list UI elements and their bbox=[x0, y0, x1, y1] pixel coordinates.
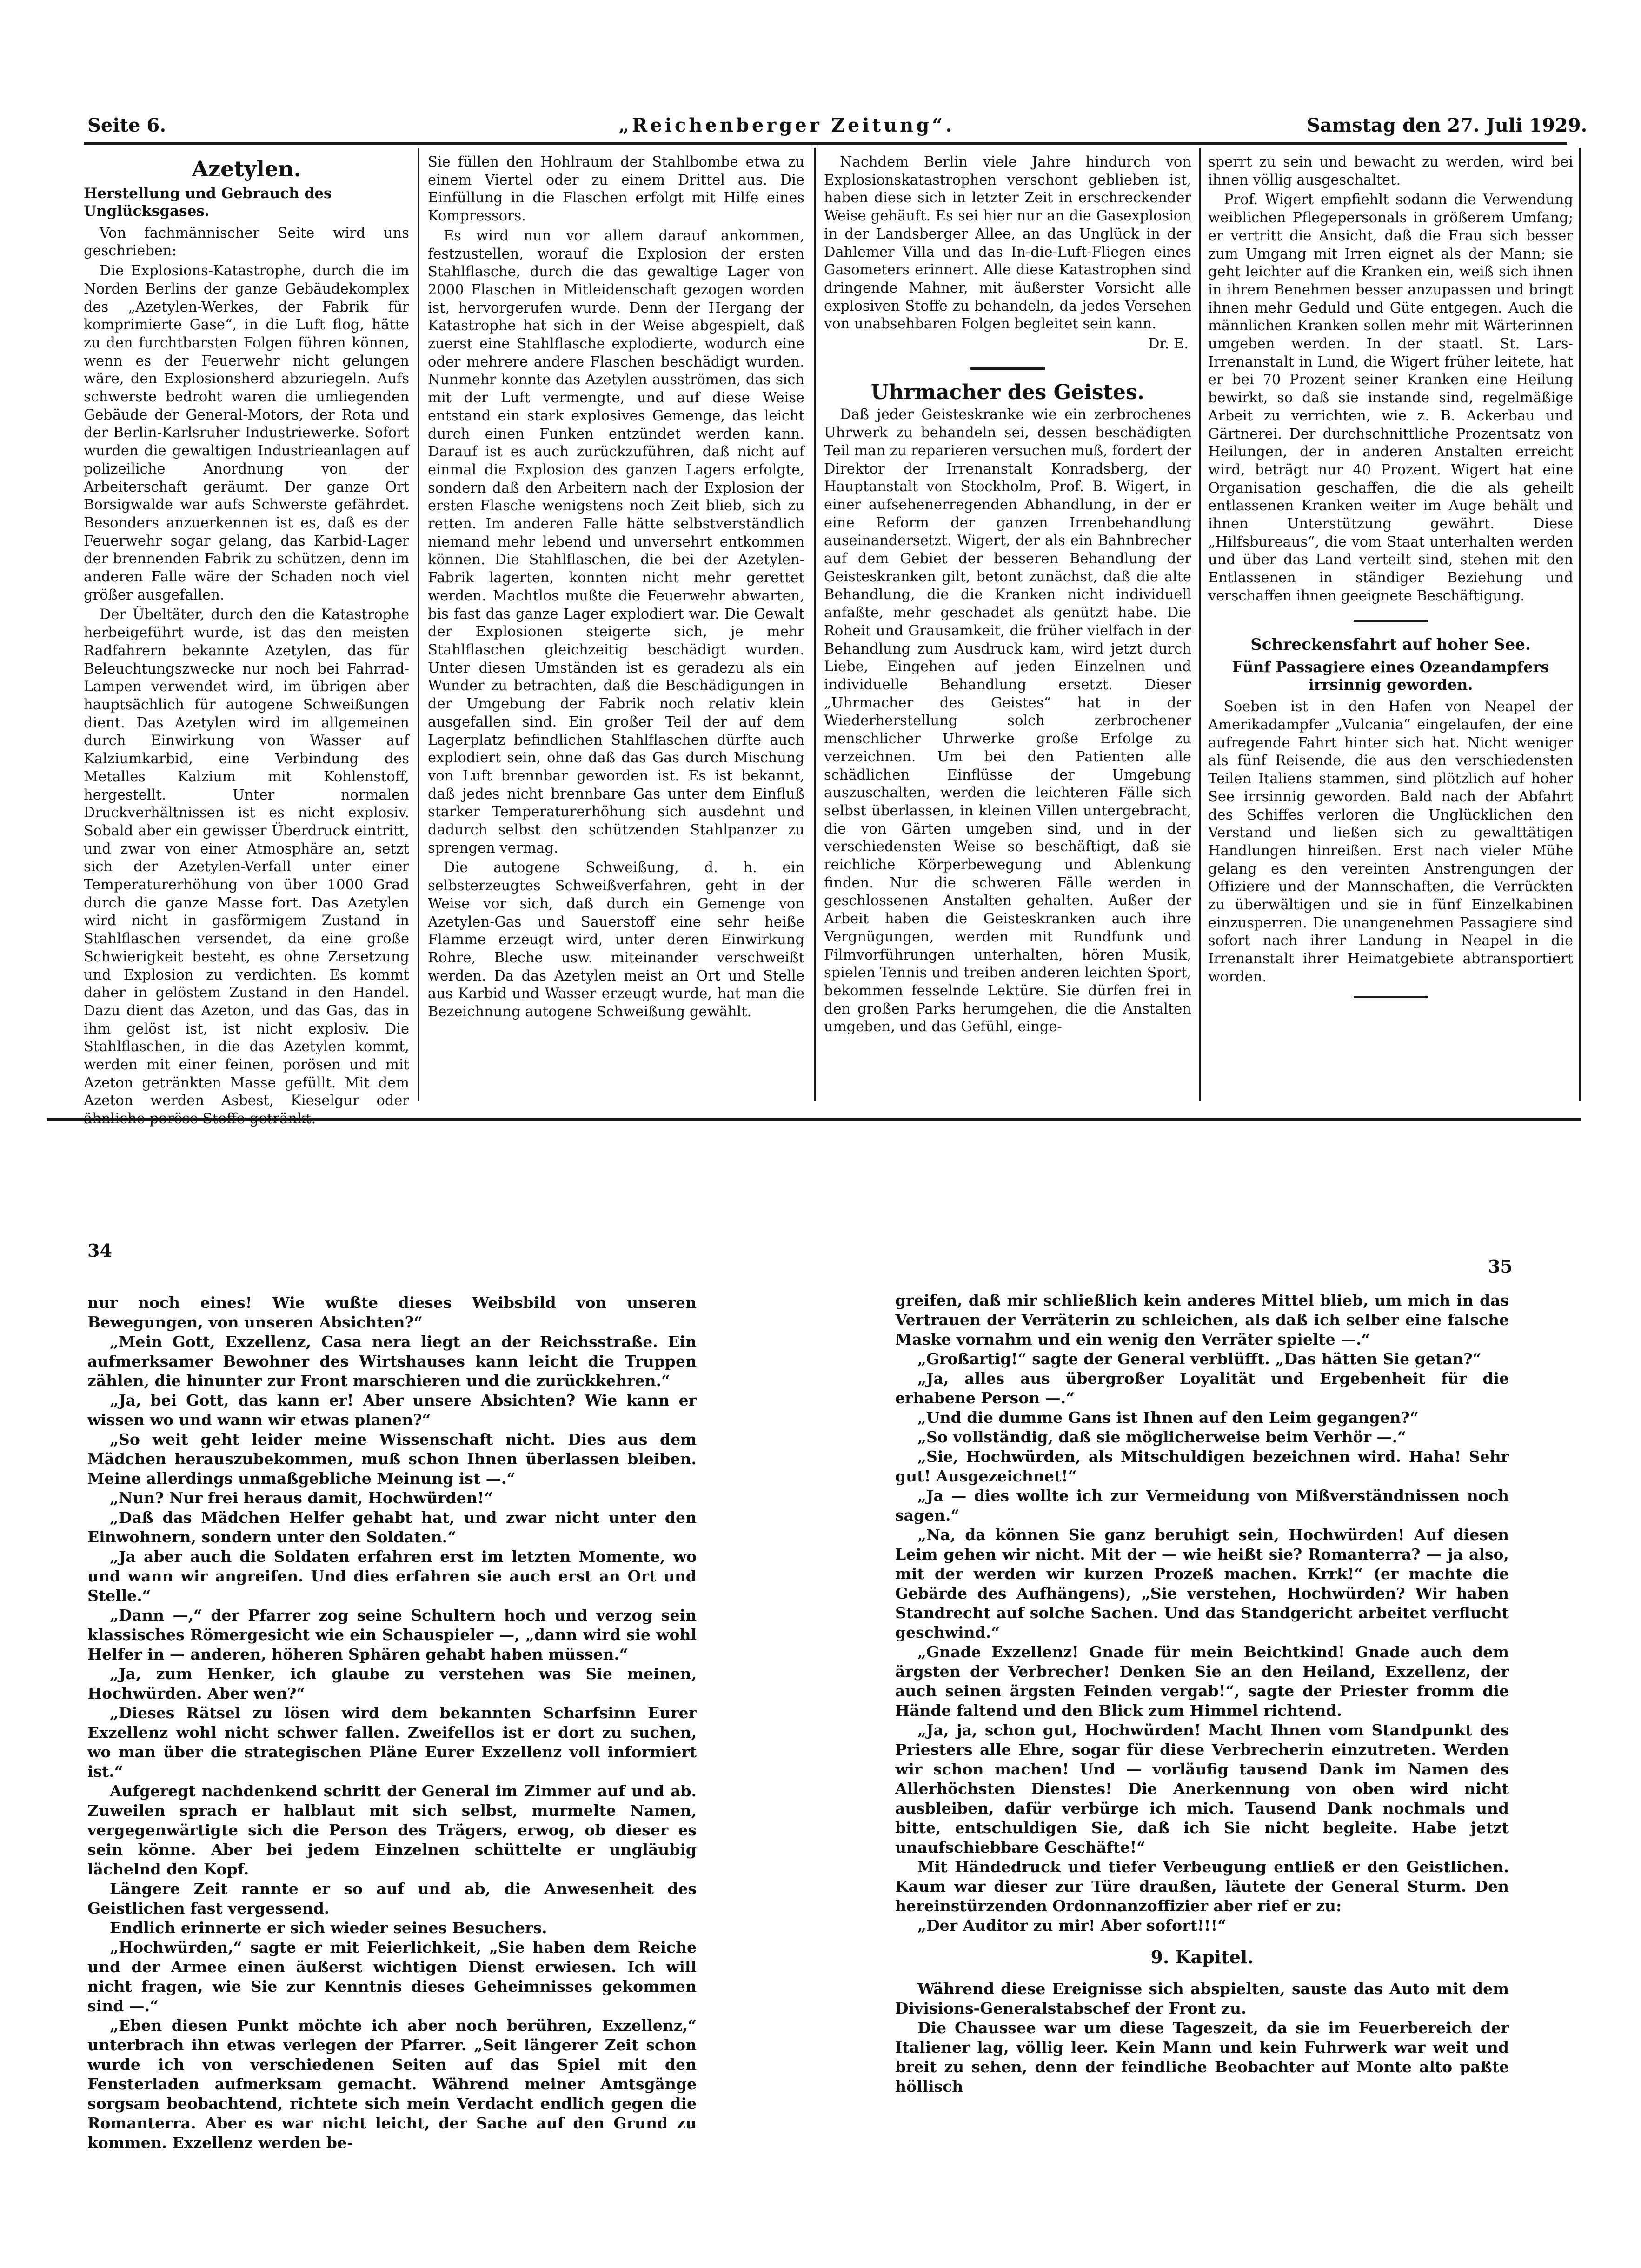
paragraph: Der Übeltäter, durch den die Katastrophe herbeigeführt wurde, ist das den meisten Radfahrern bekannte Azetylen, das für Beleuchtungszwecke nur noch bei Fahrrad-Lampen verwendet wird, im übrigen aber hauptsächlich für autogene Schweißungen dient. Das Azetylen wird im allgemeinen durch Einwirkung von Wasser auf Kalziumkarbid, eine Verbindung des Metalles Kalzium mit Kohlenstoff, hergestellt. Unter normalen Druckverhältnissen ist es nicht explosiv. Sobald aber ein gewisser Überdruck eintritt, und zwar von einer Atmosphäre an, setzt sich der Azetylen-Verfall unter einer Temperaturerhöhung von über 1000 Grad durch die ganze Masse fort. Das Azetylen wird nicht in gasförmigem Zustand in Stahlflaschen versendet, da eine große Schwierigkeit besteht, es ohne Zersetzung und Explosion zu verdichten. Es kommt daher in gelöstem Zustand in den Handel. Dazu dient das Azeton, und das Gas, das in ihm gelöst ist, ist nicht explosiv. Die Stahlflaschen, in die das Azetylen kommt, werden mit einer feinen, porösen und mit Azeton getränkten Masse gefüllt. Mit dem Azeton werden Asbest, Kieselgur oder bbox=[84, 607, 409, 1109]
paragraph: „Mein Gott, Exzellenz, Casa nera liegt an der Reichsstraße. Ein aufmerksamer Bewohner des Wirtshauses kann leicht die Truppen zählen, die hinunter zur Front marschieren und die zurückkehren.“ bbox=[87, 1333, 697, 1390]
paragraph: „Sie, Hochwürden, als Mitschuldigen bezeichnen wird. Haha! Sehr gut! Ausgezeichnet!“ bbox=[895, 1448, 1509, 1485]
paragraph: „Ja, alles aus übergroßer Loyalität und Ergebenheit für die erhabene Person —.“ bbox=[895, 1369, 1509, 1407]
article-subtitle-schreckensfahrt: Fünf Passagiere eines Ozeandampfers irrsinnig geworden. bbox=[1232, 658, 1549, 694]
paragraph: „Der Auditor zu mir! Aber sofort!!!“ bbox=[917, 1916, 1227, 1934]
paragraph: Daß jeder Geisteskranke wie ein zerbrochenes Uhrwerk zu behandeln sei, dessen beschädigten Teil man zu reparieren versuchen muß, fordert der Direktor der Irrenanstalt Konradsberg, der Hauptanstalt von Stockholm, Prof. B. Wigert, in einer aufsehenerregenden Abhandlung, in der er eine Reform der ganzen Irrenbehandlung auseinandersetzt. Wigert, der als ein Bahnbrecher auf dem Gebiet der besseren Behandlung der Geisteskranken gilt, betont zunächst, daß die alte Behandlung, die die Kranken nicht individuell anfaßte, mehr geschadet als genützt habe. Die Roheit und Grausamkeit, die früher vielfach in der Behandlung zum Ausdruck kam, wird jetzt durch Liebe, Eingehen auf jeden Einzelnen und individuelle Behandlung ersetzt. Dieser „Uhrmacher des Geistes“ hat in der Wiederherstellung solch zerbrochener menschlicher Uhrwerke große Erfolge zu verzeichnen. Um bei den Patienten alle schädlichen Einflüsse der Umgebung auszuschalten, werden die leichteren Fälle sich selbst überlassen, in kleinen Villen untergebracht, die von Gärten umgeben sind, und in der verschiedensten Weise so beschäftigt, daß sie reichliche Körperbewegung und Ablenkung finden. Nur die schweren Fälle werden in geschlossenen Anstalten gehalten. Außer der Arbeit haben die Geisteskranken auch ihre Vergnügungen, werden mit Rundfunk und Filmvorführungen unterhalten, hören Musik, spielen Tennis und treiben anderen leichten Sport, bekommen fesselnde Lektüre. Sie dürfen frei in den großen Parks herumgehen, die die Anstalten umgeben, und das Gefühl, einge- bbox=[824, 407, 1191, 1035]
paragraph: „So weit geht leider meine Wissenschaft nicht. Dies aus dem Mädchen herauszubekommen, muß schon Ihnen überlassen bleiben. Meine allerdings unmaßgebliche Meinung ist —.“ bbox=[87, 1430, 697, 1488]
column-divider bbox=[1199, 148, 1201, 1101]
paragraph: „Ja — dies wollte ich zur Vermeidung von Mißverständnissen noch sagen.“ bbox=[895, 1487, 1509, 1524]
issue-date: Samstag den 27. Juli 1929. bbox=[1307, 114, 1588, 136]
paragraph: „Ja, zum Henker, ich glaube zu verstehen was Sie meinen, Hochwürden. Aber wen?“ bbox=[87, 1665, 697, 1702]
article-separator bbox=[1354, 620, 1428, 622]
paragraph: Prof. Wigert empfiehlt sodann die Verwendung weiblichen Pflegepersonals in größerem Umfang; er vertritt die Ansicht, daß die Frau sich besser zum Umgang mit Irren eignet als der Mann; sie geht leichter auf die Kranken ein, weiß sich ihnen in ihrem Benehmen besser anzupassen und bringt ihnen mehr Geduld und Güte entgegen. Auch die männlichen Kranken sollen mehr mit Wärterinnen umgeben werden. In der staatl. St. Lars-Irrenanstalt in Lund, die Wigert früher leitete, hat er bei 70 Prozent seiner Kranken eine Heilung bewirkt, so daß sie instande sind, regelmäßige Arbeit zu verrichten, wie z. B. Ackerbau und Gärtnerei. Der durchschnittliche Prozentsatz von Heilungen, der in anderen Anstalten erreicht wird, beträgt nur 40 Prozent. Wigert hat eine Organisation geschaffen, die die als geheilt entlassenen Kranken weiter im Auge behält und ihnen Unterstützung gewährt. Diese „Hilfsbureaus“, die vom Staat unterhalten werden und über das Land verteilt sind, stehen mit den Entlassenen in ständiger Beziehung und verschaffen ihnen geeignete Beschäftigung. bbox=[1208, 192, 1573, 604]
paragraph: Die Chaussee war um diese Tageszeit, da sie im Feuerbereich der Italiener lag, völlig leer. Kein Mann und kein Fuhrwerk war weit und breit zu sehen, denn der feindliche Beobachter auf Monte alto paßte höllisch bbox=[895, 2019, 1509, 2095]
column-divider bbox=[418, 148, 419, 1101]
chapter-heading: 9. Kapitel. bbox=[1150, 1947, 1254, 1968]
newspaper-column-4 bbox=[1208, 153, 1573, 1107]
paragraph: Die autogene Schweißung, d. h. ein selbsterzeugtes Schweißverfahren, geht in der Weise vor sich, daß durch ein Gemenge von Azetylen-Gas und Sauerstoff eine sehr heiße Flamme erzeugt wird, unter deren Einwirkung Rohre, Bleche usw. miteinander verschweißt werden. Da das Azetylen meist an Ort und Stelle aus Karbid und Wasser erzeugt wurde, hat man die Bezeichnung autogene Schweißung gewählt. bbox=[428, 860, 804, 1021]
page-separator bbox=[47, 1118, 1581, 1121]
paragraph: Längere Zeit rannte er so auf und ab, die Anwesenheit des Geistlichen fast vergessend. bbox=[87, 1880, 697, 1917]
article-separator bbox=[970, 367, 1045, 370]
paragraph: „Gnade Exzellenz! Gnade für mein Beichtkind! Gnade auch dem ärgsten der Verbrecher! Denken Sie an den Heiland, Exzellenz, der auch seinen ärgsten Feinden vergab!“, sagte der Priester fromm die Hände faltend und den Blick zum Himmel richtend. bbox=[895, 1643, 1509, 1720]
paragraph: „Dann —,“ der Pfarrer zog seine Schultern hoch und verzog sein klassisches Römergesicht wie ein Schauspieler —, „dann wird sie wohl Helfer in — anderen, höheren Sphären gehabt haben müssen.“ bbox=[87, 1606, 697, 1663]
paragraph: „Großartig!“ sagte der General verblüfft. „Das hätten Sie getan?“ bbox=[917, 1350, 1482, 1368]
article-title-uhrmacher: Uhrmacher des Geistes. bbox=[870, 380, 1145, 404]
paragraph: „Hochwürden,“ sagte er mit Feierlichkeit, „Sie haben dem Reiche und der Armee einen äußerst wichtigen Dienst erwiesen. Ich will nicht fragen, wie Sie zur Kenntnis dieses Geheimnisses gekommen sind —.“ bbox=[87, 1938, 697, 2015]
article-title-schreckensfahrt: Schreckensfahrt auf hoher See. bbox=[1250, 635, 1531, 654]
header-rule bbox=[84, 142, 1567, 145]
paragraph: „So vollständig, daß sie möglicherweise beim Verhör —.“ bbox=[917, 1428, 1406, 1446]
newspaper-column-1 bbox=[84, 153, 409, 1107]
paragraph: „Ja, bei Gott, das kann er! Aber unsere Absichten? Wie kann er wissen wo und wann wir etwas planen?“ bbox=[87, 1391, 697, 1429]
paragraph: Endlich erinnerte er sich wieder seines Besuchers. bbox=[110, 1919, 547, 1937]
paragraph: Während diese Ereignisse sich abspielten, sauste das Auto mit dem Divisions-Generalstabschef der Front zu. bbox=[895, 1980, 1509, 2017]
article-subtitle-azetylen: Herstellung und Gebrauch des Unglücksgases. bbox=[84, 185, 332, 220]
paragraph: „Dieses Rätsel zu lösen wird dem bekannten Scharfsinn Eurer Exzellenz wohl nicht schwer fallen. Zweifellos ist er dort zu suchen, wo man über die strategischen Pläne Eurer Exzellenz voll informiert ist.“ bbox=[87, 1704, 697, 1781]
paragraph: „Ja aber auch die Soldaten erfahren erst im letzten Momente, wo und wann wir angreifen. Und dies erfahren sie auch erst an Ort und Stelle.“ bbox=[87, 1548, 697, 1605]
paragraph: Nachdem Berlin viele Jahre hindurch von Explosionskatastrophen verschont geblieben ist, haben diese sich in letzter Zeit in erschreckender Weise gehäuft. Es sei hier nur an die Gasexplosion in der Landsberger Allee, an das Unglück in der Dahlemer Villa und das In-die-Luft-Fliegen eines Gasometers erinnert. Alle diese Katastrophen sind dringende Mahner, mit äußerster Vorsicht alle explosiven Stoffe zu behandeln, da jedes Versehen von unabsehbaren Folgen begleitet sein kann. bbox=[824, 154, 1191, 333]
paragraph: Die Explosions-Katastrophe, durch die im Norden Berlins der ganze Gebäudekomplex des „Azetylen-Werkes, der Fabrik für komprimierte Gase“, in die Luft flog, hätte zu den furchtbarsten Folgen führen können, wenn es der Feuerwehr nicht gelungen wäre, den Explosionsherd abzuriegeln. Aufs schwerste bedroht waren die umliegenden Gebäude der General-Motors, der Rota und der Berlin-Karlsruher Industriewerke. Sofort wurden die gewaltigen Industrieanlagen auf polizeiliche Anordnung von der Arbeiterschaft geräumt. Der ganze Ort Borsigwalde war aufs Schwerste gefährdet. Besonders anzuerkennen ist es, daß es der Feuerwehr sogar gelang, das Karbid-Lager der brennenden Fabrik zu schützen, denn im anderen Falle wäre der Schaden noch viel größer ausgefallen. bbox=[84, 263, 409, 603]
page-number-left: 34 bbox=[87, 1240, 112, 1261]
paragraph: „Nun? Nur frei heraus damit, Hochwürden!“ bbox=[110, 1489, 493, 1507]
article-signature: Dr. E. bbox=[1148, 336, 1189, 353]
paragraph: Mit Händedruck und tiefer Verbeugung entließ er den Geistlichen. Kaum war dieser zur Türe draußen, läutete der General Sturm. Den hereinstürzenden Ordonnanzoffizier aber rief er zu: bbox=[895, 1858, 1509, 1915]
page-label: Seite 6. bbox=[87, 114, 166, 136]
newspaper-column-3 bbox=[824, 153, 1191, 1107]
paragraph: sperrt zu sein und bewacht zu werden, wird bei ihnen völlig ausgeschaltet. bbox=[1208, 154, 1573, 188]
paragraph: Soeben ist in den Hafen von Neapel der Amerikadampfer „Vulcania“ eingelaufen, der eine aufregende Fahrt hinter sich hat. Nicht weniger als fünf Reisende, die aus den verschiedensten Teilen Italiens stammen, sind plötzlich auf hoher See irrsinnig geworden. Bald nach der Abfahrt des Schiffes verloren die Unglücklichen den Verstand und ließen sich zu gewalttätigen Handlungen hinreißen. Erst nach vieler Mühe gelang es den vereinten Anstrengungen der Offiziere und der Mannschaften, die Verrückten zu überwältigen und sie in fünf Einzelkabinen einzusperren. Die unangenehmen Passagiere sind sofort nach ihrer Landung in Neapel in die Irrenanstalt ihrer Heimatgebiete abtransportiert worden. bbox=[1208, 699, 1573, 985]
column-divider bbox=[1579, 148, 1581, 1101]
paragraph: Es wird nun vor allem darauf ankommen, festzustellen, worauf die Explosion der ersten Stahlflasche, durch die das gewaltige Lager von 2000 Flaschen in Mitleidenschaft gezogen worden ist, hervorgerufen wurde. Denn der Hergang der Katastrophe hat sich in der Weise abgespielt, daß zuerst eine Stahlflasche explodierte, wodurch eine oder mehrere andere Flaschen beschädigt wurden. Nunmehr konnte das Azetylen ausströmen, das sich mit der Luft vermengte, und auf diese Weise entstand ein stark explosives Gemenge, das leicht durch einen Funken entzündet werden kann. Darauf ist es auch zurückzuführen, daß nicht auf einmal die Explosion des ganzen Lagers erfolgte, sondern daß den Arbeitern nach der Explosion der ersten Flasche wenigstens noch Zeit blieb, sich zu retten. Im anderen Falle hätte selbstverständlich niemand mehr lebend und unversehrt entkommen können. Die Stahlflaschen, die bei der Azetylen-Fabrik lagerten, konnten nicht mehr gerettet werden. Machtlos mußte die Feuerwehr abwarten, bis fast das ganze Lager explodiert war. Die Gewalt der Explosionen steigerte sich, je mehr Stahlflaschen gleichzeitig beschädigt wurden. Unter diesen Umständen ist es geradezu als ein Wunder zu betrachten, daß die Beschädigungen in der Umgebung der Fabrik noch relativ klein ausgefallen sind. Ein großer Teil der auf dem Lagerplatz befindlichen Stahlflaschen dürfte auch explodiert sein, ohne daß das Gas durch Mischung von Luft brennbar geworden ist. Es ist bekannt, daß jedes nicht brennbare Gas unter dem Einfluß starker Temperaturerhöhung sich ausdehnt und dadurch selbst den schützenden Stahlpanzer zu sprengen vermag. bbox=[428, 227, 804, 856]
column-divider bbox=[814, 148, 816, 1101]
article-title-azetylen: Azetylen. bbox=[192, 156, 301, 181]
paragraph: „Daß das Mädchen Helfer gehabt hat, und zwar nicht unter den Einwohnern, sondern unter den Soldaten.“ bbox=[87, 1508, 697, 1546]
paragraph: nur noch eines! Wie wußte dieses Weibsbild von unseren Bewegungen, von unseren Absichten?“ bbox=[87, 1294, 697, 1331]
book-page-left bbox=[87, 1293, 697, 2152]
paragraph: „Na, da können Sie ganz beruhigt sein, Hochwürden! Auf diesen Leim gehen wir nicht. Mit der — wie heißt sie? Romanterra? — ja also, mit der werden wir kurzen Prozeß machen. Krrk!“ (er machte die Gebärde des Aufhängens), „Sie verstehen, Hochwürden? Wir haben Standrecht auf solche Sachen. Und das Standgericht arbeitet verflucht geschwind.“ bbox=[895, 1526, 1509, 1641]
paragraph: „Und die dumme Gans ist Ihnen auf den Leim gegangen?“ bbox=[917, 1408, 1419, 1427]
newspaper-column-2 bbox=[428, 153, 804, 1107]
book-page-right bbox=[895, 1291, 1509, 2105]
paragraph: „Ja, ja, schon gut, Hochwürden! Macht Ihnen vom Standpunkt des Priesters alle Ehre, sogar für diese Verbrecherin einzutreten. Werden wir schon machen! Und — vorläufig tausend Dank im Namen des Allerhöchsten Dienstes! Die Anerkennung von oben wird nicht ausbleiben, dafür verbürge ich mich. Tausend Dank nochmals und bitte, entschuldigen Sie, daß ich Sie nicht begleite. Habe jetzt unaufschiebbare Geschäfte!“ bbox=[895, 1721, 1509, 1856]
page-number-right: 35 bbox=[1488, 1256, 1513, 1277]
article-separator bbox=[1354, 996, 1428, 998]
paragraph: Aufgeregt nachdenkend schritt der General im Zimmer auf und ab. Zuweilen sprach er halblaut mit sich selbst, murmelte Namen, vergegenwärtigte sich die Person des Trägers, erwog, ob dieser es sein könne. Aber bei jedem Einzelnen schüttelte er ungläubig lächelnd den Kopf. bbox=[87, 1782, 697, 1878]
paragraph: Sie füllen den Hohlraum der Stahlbombe etwa zu einem Viertel oder zu einem Drittel aus. Die Einfüllung in die Flaschen erfolgt mit Hilfe eines Kompressors. bbox=[428, 154, 804, 225]
paragraph: Von fachmännischer Seite wird uns geschrieben: bbox=[84, 225, 409, 260]
paragraph: greifen, daß mir schließlich kein anderes Mittel blieb, um mich in das Vertrauen der Verräterin zu schleichen, als daß ich selber eine falsche Maske vornahm und ein wenig den Verräter spielte —.“ bbox=[895, 1291, 1509, 1348]
paragraph: „Eben diesen Punkt möchte ich aber noch berühren, Exzellenz,“ unterbrach ihn etwas verlegen der Pfarrer. „Seit längerer Zeit schon wurde ich von verschiedenen Seiten auf das Spiel mit den Fensterladen aufmerksam gemacht. Während meiner Amtsgänge sorgsam beobachtend, richtete sich mein Verdacht endlich gegen die Romanterra. Aber es war nicht leicht, der Sache auf den Grund zu kommen. Exzellenz werden be- bbox=[87, 2016, 697, 2152]
masthead: „Reichenberger Zeitung“. bbox=[618, 114, 955, 136]
